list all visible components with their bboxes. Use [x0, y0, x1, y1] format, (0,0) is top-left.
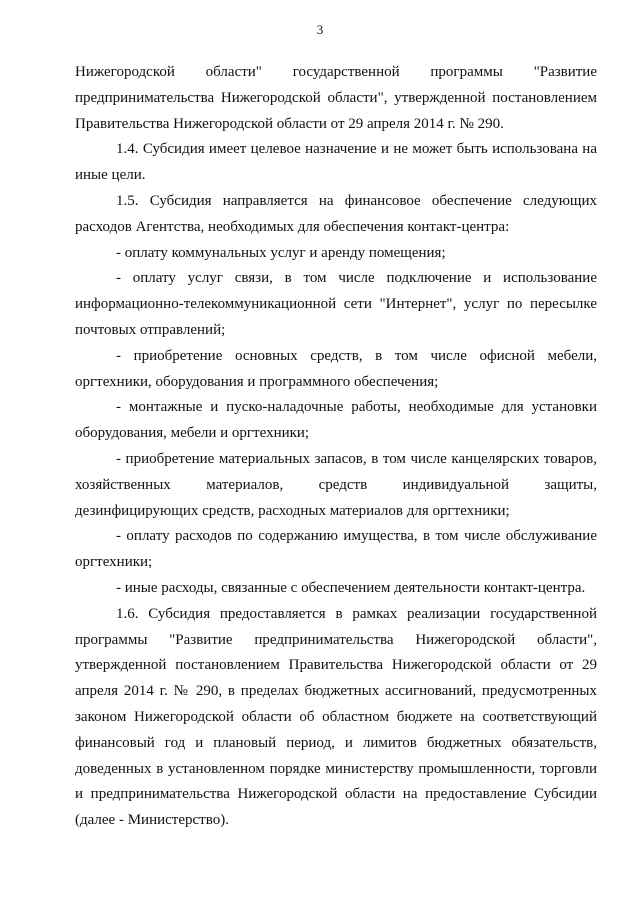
list-item-other-expenses: - иные расходы, связанные с обеспечением деятельности контакт-центра. — [116, 579, 586, 596]
list-item-communications: - оплату услуг связи, в том числе подключение и использование информационно-телекоммуникационной сети "Интернет", услуг по пересылке почтовых отправлений; — [75, 270, 597, 338]
document-body — [75, 60, 597, 834]
list-item-utilities: - оплату коммунальных услуг и аренду помещения; — [116, 244, 446, 261]
list-item-materials: - приобретение материальных запасов, в том числе канцелярских товаров, хозяйственных материалов, средств индивидуальной защиты, дезинфицирующих средств, расходных материалов для оргтехники; — [75, 450, 597, 519]
page-number: 3 — [316, 22, 324, 37]
list-item-fixed-assets: - приобретение основных средств, в том числе офисной мебели, оргтехники, оборудования и программного обеспечения; — [75, 347, 597, 390]
paragraph-continuation: Нижегородской области" государственной программы "Развитие предпринимательства Нижегородской области", утвержденной постановлением Правительства Нижегородской области от 29 апреля 2014 г. № 290. — [75, 64, 597, 132]
list-item-installation: - монтажные и пуско-наладочные работы, необходимые для установки оборудования, мебели и оргтехники; — [75, 399, 597, 442]
paragraph-1-5: 1.5. Субсидия направляется на финансовое обеспечение следующих расходов Агентства, необходимых для обеспечения контакт-центра: — [75, 192, 597, 235]
list-item-maintenance: - оплату расходов по содержанию имущества, в том числе обслуживание оргтехники; — [75, 528, 597, 571]
paragraph-1-6: 1.6. Субсидия предоставляется в рамках реализации государственной программы "Развитие предпринимательства Нижегородской области", утвержденной постановлением Правительства Нижегородской области от 29 апреля 2014 г. № 290, в пределах бюджетных ассигнований, предусмотренных законом Нижегородской области об областном бюджете на соответствующий финансовый год и плановый период, и лимитов бюджетных обязательств, доведенных в установленном порядке министерству промышленности, торговли и предпринимательства Нижегородской области на предоставление Субсидии (далее - Министерство). — [75, 605, 597, 829]
paragraph-1-4: 1.4. Субсидия имеет целевое назначение и не может быть использована на иные цели. — [75, 141, 597, 184]
